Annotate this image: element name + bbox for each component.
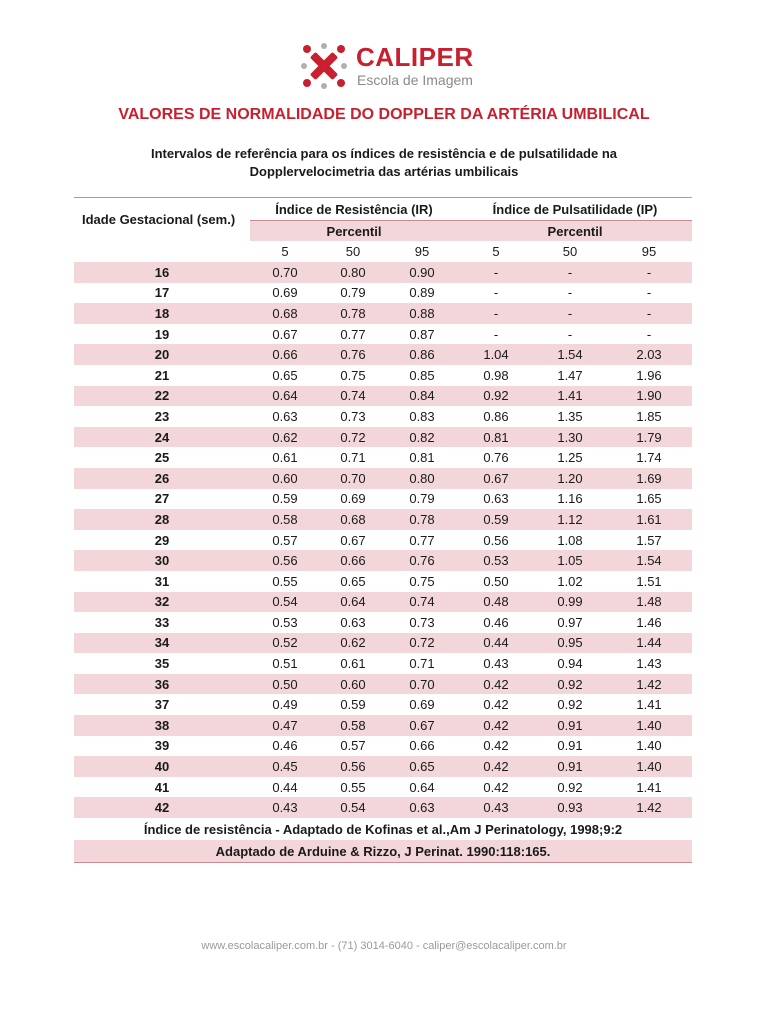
value-cell: 1.08: [557, 532, 583, 548]
value-cell: 1.40: [606, 715, 692, 736]
table-row: [74, 633, 692, 654]
ip-group-header: Índice de Pulsatilidade (IP): [458, 198, 692, 221]
value-cell: 0.74: [320, 386, 386, 407]
value-cell: 0.81: [409, 450, 435, 466]
table-row: [74, 715, 692, 736]
table-row: [74, 447, 692, 468]
value-cell: 1.35: [557, 408, 583, 424]
value-cell: -: [646, 285, 652, 301]
table-row: [74, 489, 692, 510]
value-cell: 0.90: [386, 262, 458, 283]
value-cell: 1.41: [636, 779, 662, 795]
gestational-age-cell: 39: [154, 738, 170, 754]
value-cell: 0.57: [340, 738, 366, 754]
value-cell: 0.62: [250, 427, 320, 448]
table-row: [74, 550, 692, 571]
logo-tagline: Escola de Imagem: [357, 72, 473, 88]
value-cell: 1.41: [534, 386, 606, 407]
table-note-1: Índice de resistência - Adaptado de Kofinas et al.,Am J Perinatology, 1998;9:2: [143, 821, 623, 837]
gestational-age-cell: 16: [74, 262, 250, 283]
logo-brand-text: CALIPER: [356, 42, 474, 72]
value-cell: 0.66: [320, 550, 386, 571]
value-cell: 0.56: [320, 756, 386, 777]
value-cell: -: [606, 262, 692, 283]
value-cell: 0.92: [458, 386, 534, 407]
gestational-age-cell: 26: [74, 468, 250, 489]
value-cell: 0.66: [250, 344, 320, 365]
gestational-age-cell: 19: [154, 326, 170, 342]
value-cell: 1.42: [606, 674, 692, 695]
value-cell: 0.43: [483, 656, 509, 672]
value-cell: 0.80: [386, 468, 458, 489]
value-cell: 0.64: [320, 592, 386, 613]
value-cell: 0.82: [386, 427, 458, 448]
value-cell: 0.69: [272, 285, 298, 301]
value-cell: 0.53: [272, 614, 298, 630]
value-cell: 0.79: [340, 285, 366, 301]
doppler-table: [74, 197, 692, 863]
ip-percentil-label: Percentil: [458, 221, 692, 242]
ir-percentil-label: Percentil: [250, 221, 458, 242]
subtitle-line-1: Intervalos de referência para os índices de resistência e de pulsatilidade na: [150, 146, 618, 161]
value-cell: 0.53: [458, 550, 534, 571]
value-cell: 0.42: [483, 738, 509, 754]
value-cell: 0.73: [340, 408, 366, 424]
caliper-logo-icon: [298, 40, 350, 92]
gestational-age-cell: 32: [74, 592, 250, 613]
table-row: [74, 365, 692, 386]
value-cell: 0.67: [340, 532, 366, 548]
value-cell: -: [458, 262, 534, 283]
age-column-header: Idade Gestacional (sem.): [74, 198, 250, 242]
value-cell: 0.59: [272, 491, 298, 507]
value-cell: 0.59: [458, 509, 534, 530]
value-cell: 0.70: [386, 674, 458, 695]
value-cell: 0.92: [557, 779, 583, 795]
value-cell: 1.04: [458, 344, 534, 365]
value-cell: 0.42: [458, 674, 534, 695]
value-cell: 0.95: [534, 633, 606, 654]
table-row: [74, 427, 692, 448]
percentile-header: 50: [345, 244, 361, 259]
value-cell: 0.59: [340, 697, 366, 713]
value-cell: 0.76: [483, 450, 509, 466]
value-cell: 0.79: [409, 491, 435, 507]
value-cell: 0.43: [458, 797, 534, 818]
table-row: [74, 797, 692, 818]
value-cell: 0.61: [272, 450, 298, 466]
gestational-age-cell: 18: [74, 303, 250, 324]
reference-table: [74, 197, 692, 863]
value-cell: 0.46: [483, 614, 509, 630]
table-row: [74, 694, 692, 715]
value-cell: 0.42: [483, 697, 509, 713]
value-cell: 0.89: [409, 285, 435, 301]
value-cell: 0.85: [409, 367, 435, 383]
value-cell: 0.42: [483, 779, 509, 795]
percentile-header: 95: [641, 244, 657, 259]
value-cell: 0.42: [458, 756, 534, 777]
table-row: [74, 736, 692, 757]
value-cell: 0.47: [250, 715, 320, 736]
value-cell: 0.50: [483, 573, 509, 589]
gestational-age-cell: 33: [154, 614, 170, 630]
value-cell: 0.72: [320, 427, 386, 448]
value-cell: 0.52: [250, 633, 320, 654]
table-row: [74, 612, 692, 633]
table-row: [74, 509, 692, 530]
value-cell: 0.77: [409, 532, 435, 548]
value-cell: 0.77: [340, 326, 366, 342]
value-cell: 1.69: [606, 468, 692, 489]
table-row: [74, 777, 692, 798]
value-cell: 0.50: [250, 674, 320, 695]
value-cell: 0.68: [320, 509, 386, 530]
value-cell: 1.96: [636, 367, 662, 383]
value-cell: -: [534, 262, 606, 283]
value-cell: 0.86: [483, 408, 509, 424]
percentile-header: 5: [492, 244, 500, 259]
value-cell: 1.54: [534, 344, 606, 365]
value-cell: 0.74: [386, 592, 458, 613]
value-cell: 1.12: [534, 509, 606, 530]
value-cell: 0.81: [458, 427, 534, 448]
page-footer-contact: www.escolacaliper.com.br - (71) 3014-6040 - caliper@escolacaliper.com.br: [201, 940, 567, 952]
value-cell: 0.54: [320, 797, 386, 818]
value-cell: 0.43: [250, 797, 320, 818]
table-row: [74, 592, 692, 613]
value-cell: 1.61: [606, 509, 692, 530]
table-row: [74, 468, 692, 489]
blank-header-cell: [74, 241, 250, 262]
gestational-age-cell: 23: [154, 408, 170, 424]
gestational-age-cell: 30: [74, 550, 250, 571]
value-cell: 0.46: [272, 738, 298, 754]
value-cell: 1.40: [636, 738, 662, 754]
value-cell: 0.56: [483, 532, 509, 548]
gestational-age-cell: 24: [74, 427, 250, 448]
value-cell: 0.56: [250, 550, 320, 571]
gestational-age-cell: 35: [154, 656, 170, 672]
value-cell: -: [646, 326, 652, 342]
value-cell: 0.94: [557, 656, 583, 672]
table-row: [74, 406, 692, 427]
table-row: [74, 571, 692, 592]
value-cell: 0.55: [272, 573, 298, 589]
value-cell: -: [567, 285, 573, 301]
value-cell: 0.42: [458, 715, 534, 736]
value-cell: 1.85: [636, 408, 662, 424]
value-cell: -: [534, 303, 606, 324]
value-cell: 1.51: [636, 573, 662, 589]
gestational-age-cell: 38: [74, 715, 250, 736]
value-cell: 0.57: [272, 532, 298, 548]
table-row: [74, 386, 692, 407]
table-row: [74, 262, 692, 283]
value-cell: 1.42: [606, 797, 692, 818]
value-cell: 1.16: [557, 491, 583, 507]
table-body: [74, 262, 692, 818]
value-cell: 0.71: [409, 656, 435, 672]
value-cell: 0.49: [272, 697, 298, 713]
gestational-age-cell: 25: [154, 450, 170, 466]
value-cell: 0.91: [557, 738, 583, 754]
value-cell: 1.74: [636, 450, 662, 466]
value-cell: 0.65: [386, 756, 458, 777]
value-cell: 0.45: [250, 756, 320, 777]
gestational-age-cell: 41: [154, 779, 170, 795]
value-cell: 0.70: [320, 468, 386, 489]
table-row: [74, 283, 692, 304]
subtitle-line-2: Dopplervelocimetria das artérias umbilicais: [249, 164, 519, 179]
page-subtitle: [134, 145, 634, 181]
value-cell: 0.66: [409, 738, 435, 754]
gestational-age-cell: 40: [74, 756, 250, 777]
value-cell: 1.47: [557, 367, 583, 383]
value-cell: 0.67: [386, 715, 458, 736]
gestational-age-cell: 27: [154, 491, 170, 507]
value-cell: 2.03: [606, 344, 692, 365]
value-cell: 0.61: [340, 656, 366, 672]
table-row: [74, 756, 692, 777]
value-cell: 0.99: [534, 592, 606, 613]
value-cell: 0.92: [534, 674, 606, 695]
value-cell: 0.48: [458, 592, 534, 613]
table-row: [74, 324, 692, 345]
table-row: [74, 674, 692, 695]
value-cell: -: [567, 326, 573, 342]
value-cell: 1.44: [606, 633, 692, 654]
value-cell: 0.69: [340, 491, 366, 507]
value-cell: 1.25: [557, 450, 583, 466]
value-cell: 0.98: [483, 367, 509, 383]
value-cell: 0.88: [386, 303, 458, 324]
value-cell: 1.79: [606, 427, 692, 448]
value-cell: -: [458, 303, 534, 324]
value-cell: 0.63: [272, 408, 298, 424]
value-cell: 0.65: [272, 367, 298, 383]
table-row: [74, 653, 692, 674]
gestational-age-cell: 22: [74, 386, 250, 407]
value-cell: 0.60: [320, 674, 386, 695]
value-cell: 0.80: [320, 262, 386, 283]
value-cell: 0.78: [386, 509, 458, 530]
value-cell: 0.63: [386, 797, 458, 818]
value-cell: -: [493, 285, 499, 301]
value-cell: -: [493, 326, 499, 342]
gestational-age-cell: 21: [154, 367, 170, 383]
value-cell: 0.75: [340, 367, 366, 383]
gestational-age-cell: 36: [74, 674, 250, 695]
value-cell: 0.58: [320, 715, 386, 736]
gestational-age-cell: 31: [154, 573, 170, 589]
value-cell: -: [606, 303, 692, 324]
gestational-age-cell: 29: [154, 532, 170, 548]
value-cell: 1.30: [534, 427, 606, 448]
value-cell: 1.54: [606, 550, 692, 571]
value-cell: 0.69: [409, 697, 435, 713]
caliper-logo: [298, 40, 478, 92]
value-cell: 0.44: [272, 779, 298, 795]
value-cell: 0.64: [409, 779, 435, 795]
value-cell: 0.68: [250, 303, 320, 324]
ir-group-header: Índice de Resistência (IR): [250, 198, 458, 221]
value-cell: 0.63: [340, 614, 366, 630]
value-cell: 0.60: [250, 468, 320, 489]
value-cell: 0.76: [320, 344, 386, 365]
value-cell: 0.67: [272, 326, 298, 342]
value-cell: 0.54: [250, 592, 320, 613]
value-cell: 1.46: [636, 614, 662, 630]
percentile-header: 50: [562, 244, 578, 259]
value-cell: 0.51: [272, 656, 298, 672]
value-cell: 0.72: [386, 633, 458, 654]
value-cell: 0.92: [557, 697, 583, 713]
table-note-2: Adaptado de Arduine & Rizzo, J Perinat. 1990:118:165.: [74, 840, 692, 863]
value-cell: 0.70: [250, 262, 320, 283]
value-cell: 1.05: [534, 550, 606, 571]
percentile-header: 5: [281, 244, 289, 259]
page-title: VALORES DE NORMALIDADE DO DOPPLER DA ARTÉRIA UMBILICAL: [118, 106, 650, 123]
value-cell: 0.63: [483, 491, 509, 507]
value-cell: 0.97: [557, 614, 583, 630]
table-row: [74, 530, 692, 551]
table-row: [74, 303, 692, 324]
value-cell: 1.41: [636, 697, 662, 713]
value-cell: 1.43: [636, 656, 662, 672]
value-cell: 0.58: [250, 509, 320, 530]
value-cell: 0.65: [340, 573, 366, 589]
value-cell: 0.87: [409, 326, 435, 342]
value-cell: 0.76: [386, 550, 458, 571]
value-cell: 0.67: [458, 468, 534, 489]
value-cell: 0.44: [458, 633, 534, 654]
value-cell: 0.91: [534, 715, 606, 736]
value-cell: 0.73: [409, 614, 435, 630]
value-cell: 1.20: [534, 468, 606, 489]
value-cell: 0.84: [386, 386, 458, 407]
value-cell: 1.57: [636, 532, 662, 548]
value-cell: 0.75: [409, 573, 435, 589]
value-cell: 0.91: [534, 756, 606, 777]
value-cell: 1.48: [606, 592, 692, 613]
percentile-header: 95: [414, 244, 430, 259]
value-cell: 1.90: [606, 386, 692, 407]
gestational-age-cell: 42: [74, 797, 250, 818]
value-cell: 0.93: [534, 797, 606, 818]
value-cell: 0.78: [320, 303, 386, 324]
value-cell: 0.62: [320, 633, 386, 654]
gestational-age-cell: 37: [154, 697, 170, 713]
value-cell: 0.71: [340, 450, 366, 466]
value-cell: 0.86: [386, 344, 458, 365]
value-cell: 1.02: [557, 573, 583, 589]
value-cell: 1.65: [636, 491, 662, 507]
value-cell: 0.55: [340, 779, 366, 795]
table-row: [74, 344, 692, 365]
gestational-age-cell: 34: [74, 633, 250, 654]
gestational-age-cell: 17: [154, 285, 170, 301]
gestational-age-cell: 28: [74, 509, 250, 530]
value-cell: 0.64: [250, 386, 320, 407]
value-cell: 0.83: [409, 408, 435, 424]
gestational-age-cell: 20: [74, 344, 250, 365]
value-cell: 1.40: [606, 756, 692, 777]
